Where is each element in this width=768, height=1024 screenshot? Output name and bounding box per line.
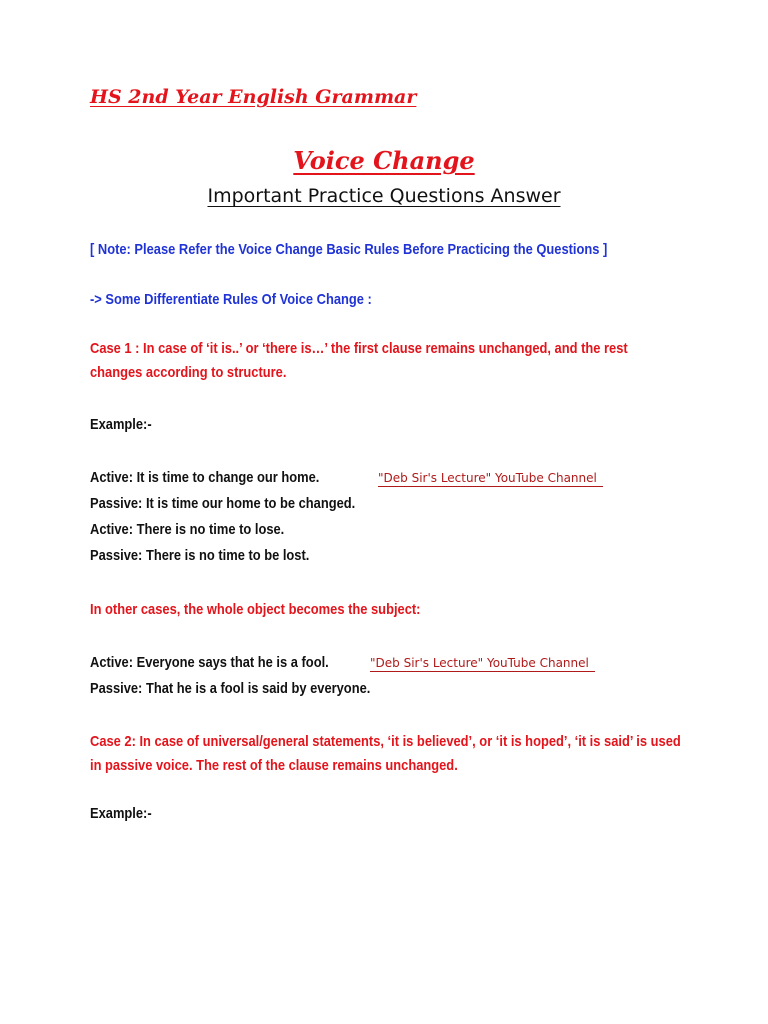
case2-example-label: Example:- xyxy=(90,805,152,822)
case1-text: Case 1 : In case of ‘it is..’ or ‘there is…’ the first clause remains unchanged, and the rest changes according to structure. xyxy=(90,340,628,381)
case1-line-4: Passive: There is no time to be lost. xyxy=(90,547,310,564)
case1-example-label: Example:- xyxy=(90,416,152,433)
other-cases-text: In other cases, the whole object becomes the subject: xyxy=(90,601,421,618)
page-title: Voice Change xyxy=(293,146,475,175)
other-cases-line-1: Active: Everyone says that he is a fool. xyxy=(90,654,329,671)
page-subtitle: Important Practice Questions Answer xyxy=(207,185,561,207)
note-text: [ Note: Please Refer the Voice Change Basic Rules Before Practicing the Questions ] xyxy=(90,241,608,258)
header-title: HS 2nd Year English Grammar xyxy=(90,86,417,108)
rules-heading: -> Some Differentiate Rules Of Voice Change : xyxy=(90,291,372,308)
youtube-watermark-2: "Deb Sir's Lecture" YouTube Channel xyxy=(370,656,595,672)
case1-line-2: Passive: It is time our home to be changed. xyxy=(90,495,356,512)
youtube-watermark-1: "Deb Sir's Lecture" YouTube Channel xyxy=(378,471,603,487)
case1-line-3: Active: There is no time to lose. xyxy=(90,521,285,538)
other-cases-line-2: Passive: That he is a fool is said by everyone. xyxy=(90,680,371,697)
case1-line-1: Active: It is time to change our home. xyxy=(90,469,320,486)
case2-text: Case 2: In case of universal/general statements, ‘it is believed’, or ‘it is hoped’, ‘it is said’ is used in passive voice. The rest of the clause remains unchanged. xyxy=(90,733,681,774)
